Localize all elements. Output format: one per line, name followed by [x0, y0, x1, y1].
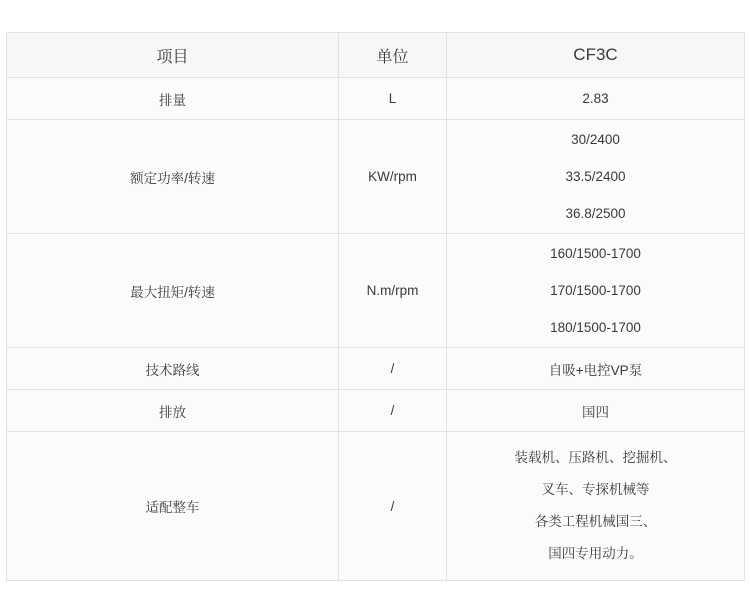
value-line: 国四专用动力。: [548, 546, 643, 561]
row-value: [447, 120, 745, 234]
value-lines: [447, 235, 744, 346]
value-line: 33.5/2400: [565, 169, 626, 184]
table-row: [7, 432, 745, 581]
row-unit: L: [339, 78, 447, 120]
row-label: 适配整车: [7, 432, 339, 581]
row-unit: /: [339, 348, 447, 390]
row-label: 技术路线: [7, 348, 339, 390]
table-header: [7, 33, 745, 78]
value-line: 170/1500-1700: [550, 283, 641, 298]
row-value: 自吸+电控VP泵: [447, 348, 745, 390]
value-lines: [447, 442, 744, 570]
row-unit: KW/rpm: [339, 120, 447, 234]
header-unit: 单位: [339, 33, 447, 78]
engine-spec-table: [6, 32, 745, 581]
table-row: [7, 120, 745, 234]
header-item: 项目: [7, 33, 339, 78]
row-value: 国四: [447, 390, 745, 432]
row-label: 排量: [7, 78, 339, 120]
table-header-row: [7, 33, 745, 78]
table-row: [7, 348, 745, 390]
table-body: [7, 78, 745, 581]
row-label: 最大扭矩/转速: [7, 234, 339, 348]
row-unit: /: [339, 432, 447, 581]
value-line: 36.8/2500: [565, 206, 626, 221]
table-row: [7, 234, 745, 348]
table-row: [7, 390, 745, 432]
row-value: [447, 432, 745, 581]
row-value: 2.83: [447, 78, 745, 120]
value-lines: [447, 121, 744, 232]
value-line: 叉车、专探机械等: [541, 482, 650, 497]
row-label: 额定功率/转速: [7, 120, 339, 234]
value-line: 装载机、压路机、挖掘机、: [514, 450, 677, 465]
row-value: [447, 234, 745, 348]
value-line: 180/1500-1700: [550, 320, 641, 335]
row-unit: /: [339, 390, 447, 432]
value-line: 30/2400: [571, 132, 620, 147]
value-line: 160/1500-1700: [550, 246, 641, 261]
value-line: 各类工程机械国三、: [534, 514, 657, 529]
row-label: 排放: [7, 390, 339, 432]
row-unit: N.m/rpm: [339, 234, 447, 348]
header-value: CF3C: [447, 33, 745, 78]
table-row: [7, 78, 745, 120]
